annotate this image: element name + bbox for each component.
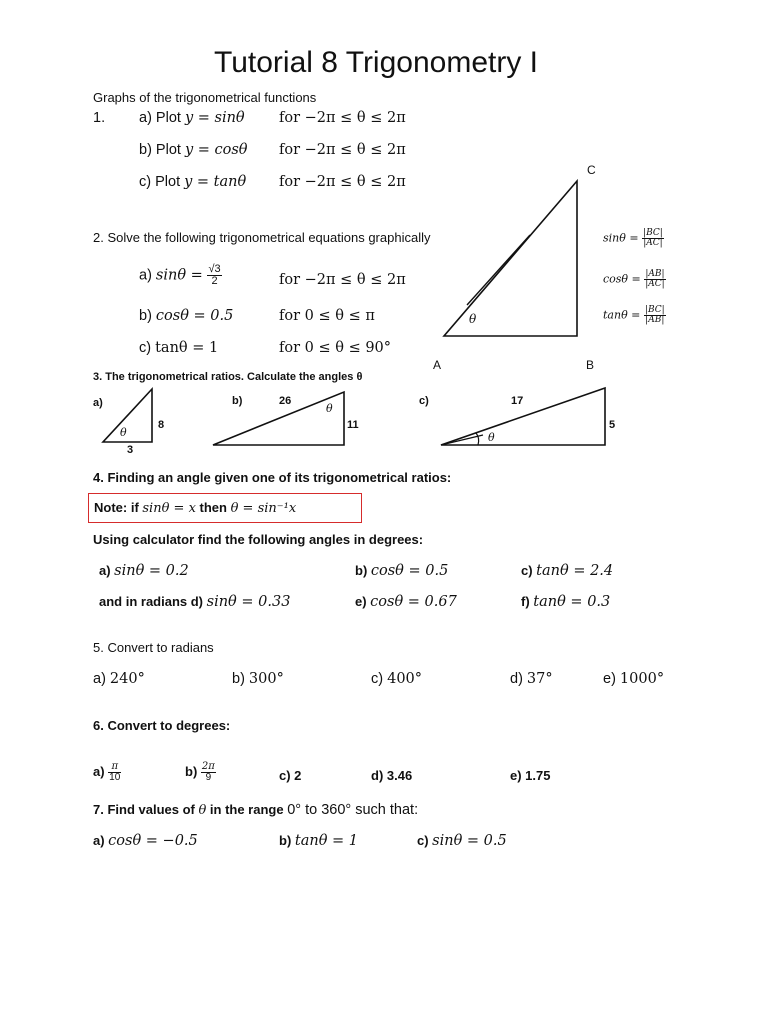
q5d-label: d) bbox=[510, 671, 527, 687]
q6a-fraction bbox=[108, 762, 121, 783]
q1a-range: for −2π ≤ θ ≤ 2π bbox=[279, 110, 406, 126]
section7-heading-mid: in the range bbox=[206, 802, 288, 817]
ratio-cos-den: |AC| bbox=[645, 279, 665, 289]
ratio-cos-num: |AB| bbox=[645, 269, 665, 279]
section7-heading-theta: θ bbox=[198, 803, 207, 818]
page-title: Tutorial 8 Trigonometry I bbox=[214, 46, 539, 79]
triangle-c bbox=[441, 388, 605, 445]
q7a bbox=[93, 833, 198, 849]
q6b bbox=[185, 762, 216, 783]
q6b-fraction bbox=[201, 762, 216, 783]
ratio-tan-den: |AB| bbox=[645, 315, 665, 325]
q5b-label: b) bbox=[232, 671, 249, 687]
q6c bbox=[279, 768, 301, 783]
q1a-label: a) Plot bbox=[139, 110, 185, 126]
section7-heading bbox=[93, 802, 418, 818]
q5d-value: 37° bbox=[526, 671, 553, 687]
q4f-expr: tanθ = 0.3 bbox=[533, 594, 611, 610]
section7-heading-range: 0° to 360° bbox=[287, 802, 352, 818]
q3b-label: b) bbox=[232, 395, 243, 407]
section7-heading-post: such that: bbox=[351, 802, 419, 818]
ref-angle-theta: θ bbox=[469, 312, 477, 326]
q5a bbox=[93, 671, 145, 687]
q4f-label: f) bbox=[521, 594, 534, 609]
q7a-expr: cosθ = −0.5 bbox=[108, 833, 198, 849]
q1c-range: for −2π ≤ θ ≤ 2π bbox=[279, 174, 406, 190]
section7-heading-pre: 7. Find values of bbox=[93, 802, 199, 817]
q3a-side-3: 3 bbox=[127, 444, 134, 456]
triangle-c-angle-arc bbox=[476, 433, 479, 445]
q7b bbox=[279, 833, 358, 849]
note-then: then bbox=[195, 500, 231, 515]
ratio-sin-lhs: sinθ = bbox=[603, 231, 643, 245]
q6b-num: 2π bbox=[201, 761, 215, 772]
q3c-side-5: 5 bbox=[609, 419, 616, 431]
q2a-lhs: sinθ = bbox=[155, 267, 208, 284]
q3c-hyp-17: 17 bbox=[511, 395, 524, 407]
note-expr2: θ = sin⁻¹x bbox=[230, 501, 297, 516]
q5c bbox=[371, 671, 422, 687]
q5e-value: 1000° bbox=[619, 671, 665, 687]
triangle-b bbox=[213, 392, 344, 445]
q7c bbox=[417, 833, 507, 849]
q5a-value: 240° bbox=[109, 671, 145, 687]
q4b-expr: cosθ = 0.5 bbox=[370, 563, 449, 579]
triangle-c-base-mark bbox=[441, 435, 483, 445]
q1a-expr: y = sinθ bbox=[184, 110, 245, 126]
q2c-label: c) bbox=[139, 340, 156, 356]
note-text bbox=[94, 500, 296, 516]
q5d bbox=[510, 671, 553, 687]
q5b-value: 300° bbox=[248, 671, 284, 687]
q4c-label: c) bbox=[521, 563, 537, 578]
triangle-a bbox=[103, 389, 152, 442]
ratio-sin-num: |BC| bbox=[643, 228, 663, 238]
q4e bbox=[355, 594, 457, 610]
section5-heading: 5. Convert to radians bbox=[93, 640, 214, 655]
q5c-label: c) bbox=[371, 671, 388, 687]
q4c bbox=[521, 563, 613, 579]
q5e-label: e) bbox=[603, 671, 620, 687]
q2b-expr: cosθ = 0.5 bbox=[155, 308, 234, 324]
q4d-label: and in radians d) bbox=[99, 594, 207, 609]
vertex-b-label: B bbox=[586, 358, 595, 372]
q5a-label: a) bbox=[93, 671, 110, 687]
q6d bbox=[371, 768, 412, 783]
q2a-label: a) bbox=[139, 267, 156, 284]
q6e-label: e) bbox=[510, 768, 526, 783]
section4-instruction: Using calculator find the following angles in degrees: bbox=[93, 532, 424, 547]
q6c-label: c) bbox=[279, 768, 295, 783]
vertex-c-label: C bbox=[587, 163, 596, 177]
q4d bbox=[99, 594, 290, 610]
q3a-side-8: 8 bbox=[158, 419, 165, 431]
q6d-value: 3.46 bbox=[386, 768, 413, 783]
ref-angle-pointer bbox=[467, 235, 530, 305]
q7b-label: b) bbox=[279, 833, 295, 848]
q7c-expr: sinθ = 0.5 bbox=[432, 833, 507, 849]
q6a-label: a) bbox=[93, 763, 109, 779]
q3b-side-11: 11 bbox=[347, 419, 359, 431]
q1b-expr: y = cosθ bbox=[184, 142, 248, 158]
q4d-expr: sinθ = 0.33 bbox=[206, 594, 291, 610]
section2-heading: 2. Solve the following trigonometrical equations graphically bbox=[93, 230, 431, 245]
section3-heading: 3. The trigonometrical ratios. Calculate the angles θ bbox=[93, 371, 363, 383]
q6e-value: 1.75 bbox=[525, 768, 551, 783]
ratio-tan-num: |BC| bbox=[644, 305, 665, 315]
q3b-hyp-26: 26 bbox=[279, 395, 292, 407]
ratio-sin-den: |AC| bbox=[643, 238, 663, 248]
ratio-tan-lhs: tanθ = bbox=[603, 308, 644, 322]
q4a bbox=[99, 563, 189, 579]
q1c-label: c) Plot bbox=[139, 174, 185, 190]
q1b-label: b) Plot bbox=[139, 142, 185, 158]
section6-heading: 6. Convert to degrees: bbox=[93, 718, 231, 733]
q1b-range: for −2π ≤ θ ≤ 2π bbox=[279, 142, 406, 158]
q6e bbox=[510, 768, 550, 783]
q2b-label: b) bbox=[139, 308, 156, 324]
q3a-label: a) bbox=[93, 397, 103, 409]
q6b-den: 9 bbox=[205, 772, 212, 783]
q4c-expr: tanθ = 2.4 bbox=[536, 563, 614, 579]
q6a bbox=[93, 762, 121, 783]
q4e-expr: cosθ = 0.67 bbox=[370, 594, 457, 610]
section1-number: 1. bbox=[93, 110, 106, 126]
q2b-range: for 0 ≤ θ ≤ π bbox=[279, 308, 375, 324]
q6b-label: b) bbox=[185, 763, 201, 779]
q4a-label: a) bbox=[99, 563, 115, 578]
q3c-label: c) bbox=[419, 395, 429, 407]
q6d-label: d) bbox=[371, 768, 387, 783]
q2c-range: for 0 ≤ θ ≤ 90° bbox=[279, 340, 392, 356]
q5c-value: 400° bbox=[387, 671, 423, 687]
q6a-den: 10 bbox=[109, 772, 121, 783]
section4-heading: 4. Finding an angle given one of its trigonometrical ratios: bbox=[93, 470, 452, 485]
ratio-cos-lhs: cosθ = bbox=[603, 272, 645, 286]
q6a-num: π bbox=[108, 762, 121, 773]
note-expr1: sinθ = x bbox=[142, 501, 196, 516]
q4f bbox=[521, 594, 610, 610]
section1-heading: Graphs of the trigonometrical functions bbox=[93, 90, 317, 105]
q2c-expr: tanθ = 1 bbox=[155, 340, 219, 356]
q7a-label: a) bbox=[93, 833, 109, 848]
q7b-expr: tanθ = 1 bbox=[294, 833, 359, 849]
q5b bbox=[232, 671, 284, 687]
q6c-value: 2 bbox=[294, 768, 302, 783]
vertex-a-label: A bbox=[433, 358, 442, 372]
q4b bbox=[355, 563, 448, 579]
note-prefix: Note: if bbox=[94, 500, 143, 515]
q4e-label: e) bbox=[355, 594, 371, 609]
q3c-theta: θ bbox=[488, 431, 495, 444]
q2a-den: 2 bbox=[211, 275, 218, 287]
q3b-theta: θ bbox=[326, 402, 333, 415]
q7c-label: c) bbox=[417, 833, 433, 848]
q2a-num: √3 bbox=[208, 263, 221, 275]
q2a-range: for −2π ≤ θ ≤ 2π bbox=[279, 272, 406, 288]
reference-triangle bbox=[444, 181, 577, 336]
q4b-label: b) bbox=[355, 563, 371, 578]
q4a-expr: sinθ = 0.2 bbox=[114, 563, 189, 579]
q3a-theta: θ bbox=[120, 426, 127, 439]
q1c-expr: y = tanθ bbox=[184, 174, 247, 190]
q5e bbox=[603, 671, 664, 687]
